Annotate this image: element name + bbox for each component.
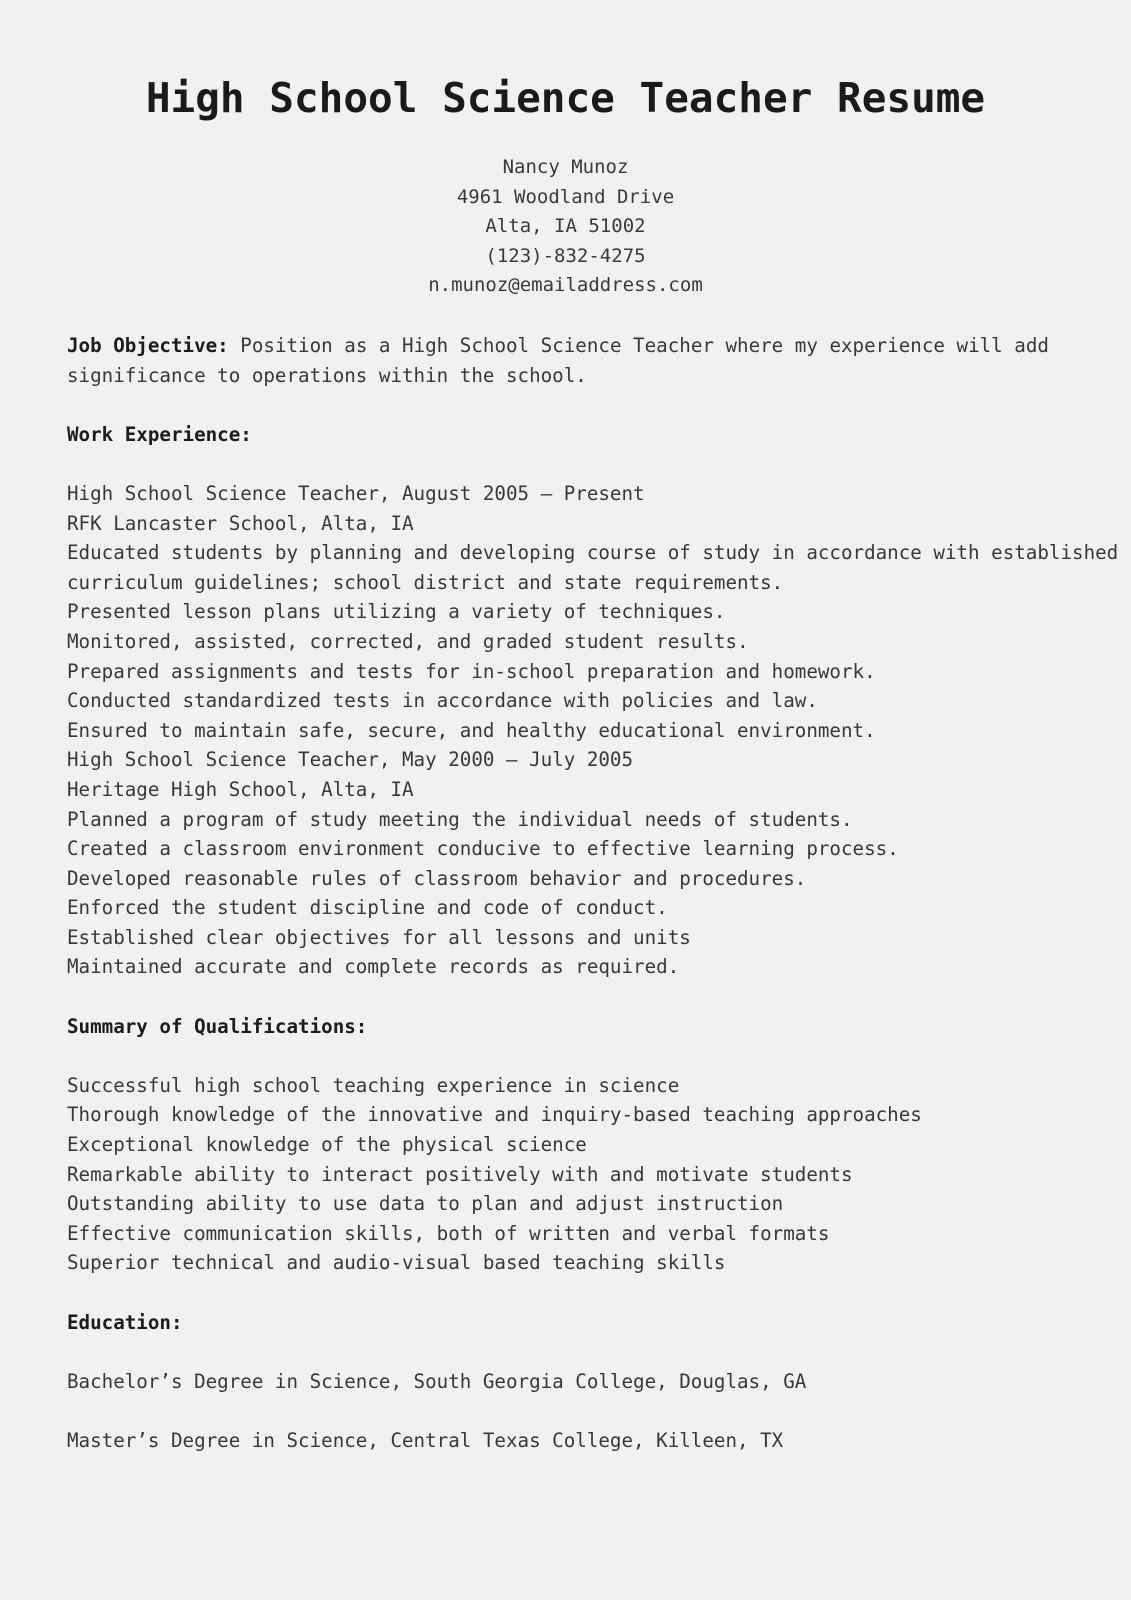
education-item: Master’s Degree in Science, Central Texas College, Killeen, TX [67,1428,784,1452]
contact-email: n.munoz@emailaddress.com [428,274,703,296]
spacer [67,1396,1107,1426]
qualification-item: Thorough knowledge of the innovative and inquiry-based teaching approaches [67,1103,922,1127]
contact-address: 4961 Woodland Drive [456,185,675,208]
job-duty: Ensured to maintain safe, secure, and healthy educational environment. [67,718,876,742]
job-duty: Maintained accurate and complete records as required. [67,955,680,979]
qualifications-heading: Summary of Qualifications: [67,1014,368,1038]
contact-city: Alta, IA 51002 [485,215,646,237]
objective-line-2: significance to operations within the school. [67,363,587,387]
job-duty: Enforced the student discipline and code of conduct. [67,896,668,920]
contact-phone: (123)-832-4275 [485,244,646,267]
contact-name: Nancy Munoz [502,156,629,178]
spacer [67,390,1107,420]
qualification-item: Effective communication skills, both of written and verbal formats [67,1221,830,1245]
job-duty: Conducted standardized tests in accordance with policies and law. [67,689,818,713]
spacer [67,1041,1107,1071]
qualification-item: Exceptional knowledge of the physical science [67,1133,587,1157]
page-title: High School Science Teacher Resume [145,74,986,122]
job-duty: Planned a program of study meeting the individual needs of students. [67,807,853,831]
job-employer: Heritage High School, Alta, IA [67,777,414,801]
objective-text-1: Position as a High School Science Teacher where my experience will add [240,334,1049,357]
job-duty: curriculum guidelines; school district and state requirements. [67,570,784,594]
resume-body [67,331,1119,1456]
spacer [67,1337,1107,1367]
job-duty: Developed reasonable rules of classroom behavior and procedures. [67,866,807,890]
qualification-item: Remarkable ability to interact positively with and motivate students [67,1162,853,1186]
job-duty: Created a classroom environment conducive to effective learning process. [67,837,899,861]
job-duty: Prepared assignments and tests for in-school preparation and homework. [67,659,876,683]
job-duty: Presented lesson plans utilizing a variety of techniques. [67,600,726,624]
job-duty: Educated students by planning and developing course of study in accordance with established [67,541,1119,565]
education-item: Bachelor’s Degree in Science, South Georgia College, Douglas, GA [67,1369,807,1393]
job-duty: Monitored, assisted, corrected, and graded student results. [67,629,749,653]
contact-block [0,153,1131,301]
objective-line-1 [67,331,1107,361]
job-duty: Established clear objectives for all lessons and units [67,925,691,949]
qualification-item: Successful high school teaching experience in science [67,1073,680,1097]
qualification-item: Outstanding ability to use data to plan and adjust instruction [67,1192,784,1216]
spacer [67,1278,1107,1308]
job-title: High School Science Teacher, May 2000 – July 2005 [67,748,634,772]
spacer [67,449,1107,479]
qualification-item: Superior technical and audio-visual based teaching skills [67,1251,726,1275]
objective-label: Job Objective: [67,334,229,357]
spacer [67,982,1107,1012]
work-experience-heading: Work Experience: [67,422,252,446]
job-title: High School Science Teacher, August 2005 – Present [67,481,645,505]
education-heading: Education: [67,1310,183,1334]
job-employer: RFK Lancaster School, Alta, IA [67,511,414,535]
